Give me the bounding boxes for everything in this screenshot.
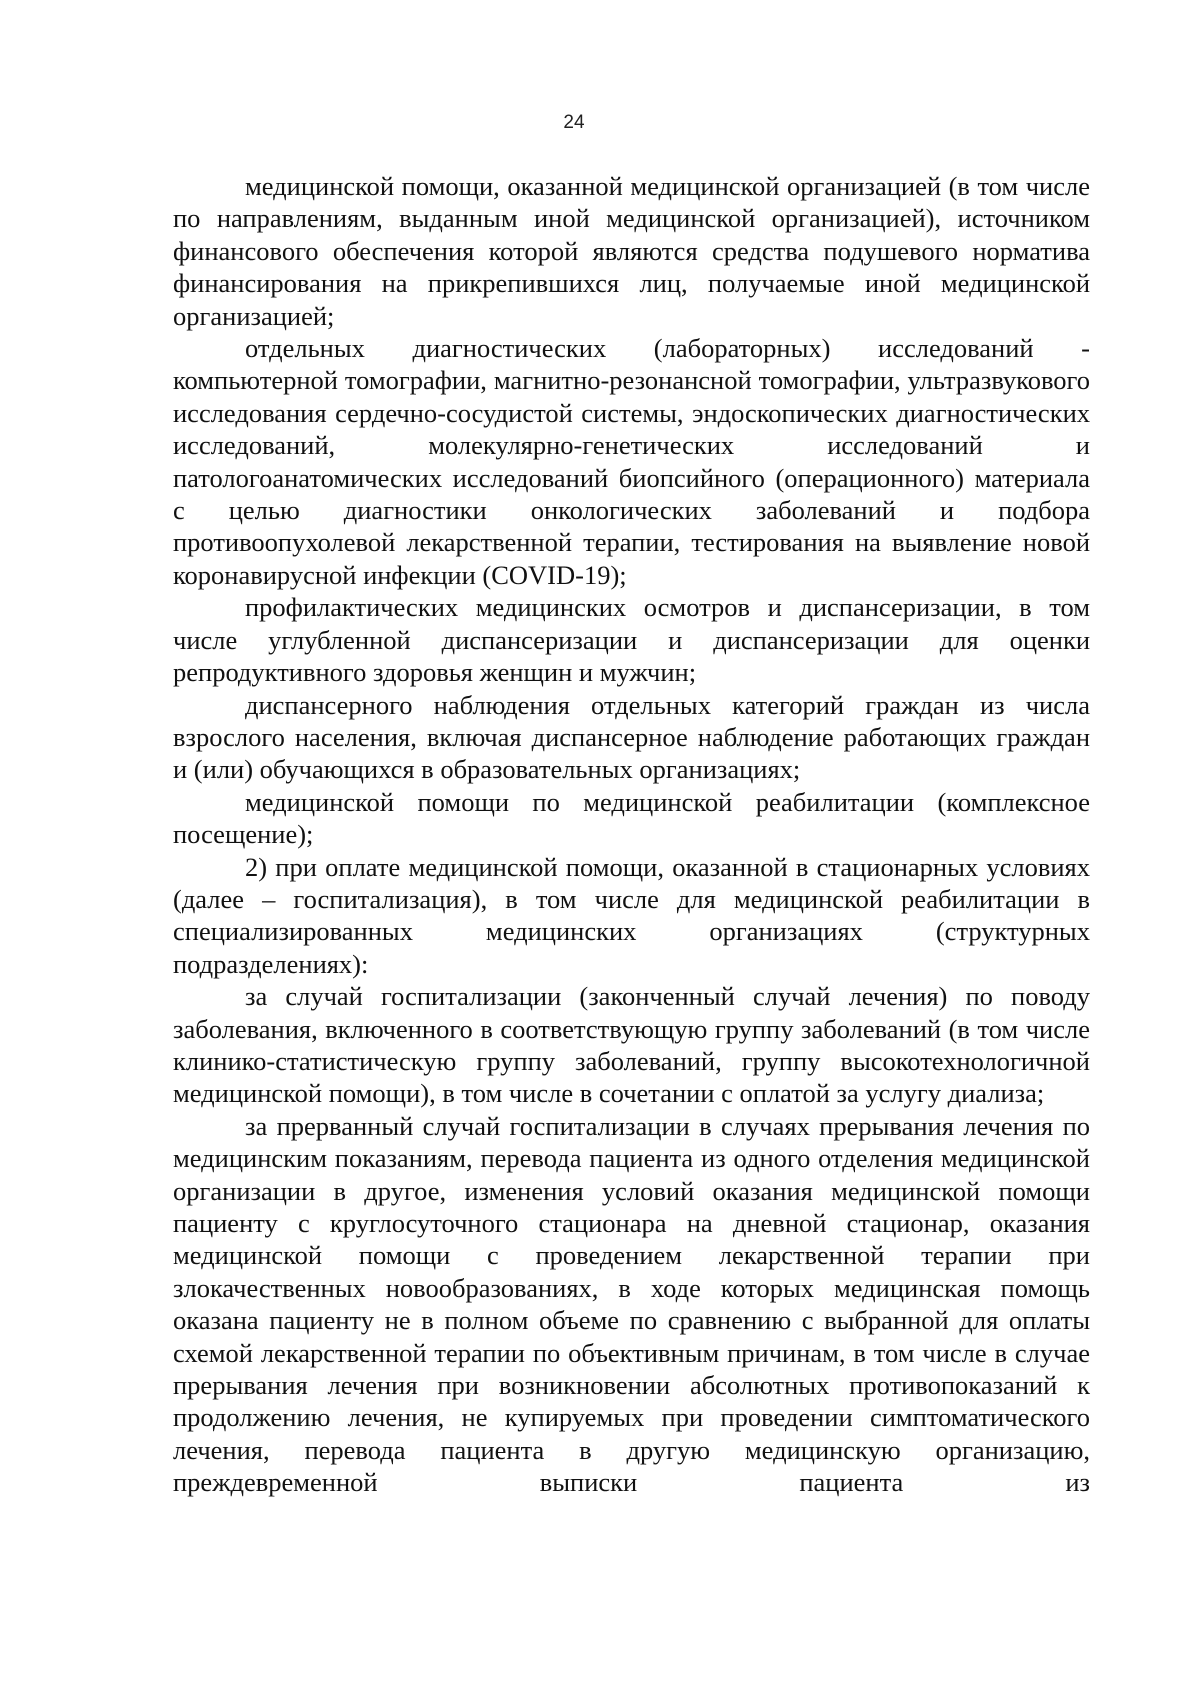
paragraph-preventive-exams: профилактических медицинских осмотров и диспансеризации, в том числе углубленной диспансеризации и диспансеризации для оценки репродуктивного здоровья женщин и мужчин; bbox=[173, 592, 1090, 688]
paragraph-dispensary-observation: диспансерного наблюдения отдельных категорий граждан из числа взрослого населения, включая диспансерное наблюдение работающих граждан и (или) обучающихся в образовательных организациях; bbox=[173, 689, 1090, 785]
paragraph-interrupted-case: за прерванный случай госпитализации в случаях прерывания лечения по медицинским показаниям, перевода пациента из одного отделения медицинской организации в другое, изменения условий оказания медицинской помощи пациенту с круглосуточного стационара на дневной стационар, оказания медицинской помощи с проведением лекарственной терапии при злокачественных новообразованиях, в ходе которых медицинская помощь оказана пациенту не в полном объеме по сравнению с выбранной для оплаты схемой лекарственной терапии по объективным причинам, в том числе в случае прерывания лечения при возникновении абсолютных противопоказаний к продолжению лечения, не купируемых при проведении симптоматического лечения, перевода пациента в другую медицинскую организацию, преждевременной выписки пациента из bbox=[173, 1110, 1090, 1498]
document-body bbox=[173, 170, 1090, 1499]
paragraph-inpatient-payment: 2) при оплате медицинской помощи, оказанной в стационарных условиях (далее – госпитализация), в том числе для медицинской реабилитации в специализированных медицинских организациях (структурных подразделениях): bbox=[173, 851, 1090, 979]
paragraph-rehabilitation: медицинской помощи по медицинской реабилитации (комплексное посещение); bbox=[173, 786, 1090, 850]
page-number: 24 bbox=[563, 112, 585, 133]
paragraph-diagnostic-studies: отдельных диагностических (лабораторных) исследований - компьютерной томографии, магнитно-резонансной томографии, ультразвукового исследования сердечно-сосудистой системы, эндоскопических диагностических исследований, молекулярно-генетических исследований и патологоанатомических исследований биопсийного (операционного) материала с целью диагностики онкологических заболеваний и подбора противоопухолевой лекарственной терапии, тестирования на выявление новой коронавирусной инфекции (COVID-19); bbox=[173, 333, 1090, 590]
paragraph-continuation: медицинской помощи, оказанной медицинской организацией (в том числе по направлениям, выданным иной медицинской организацией), источником финансового обеспечения которой являются средства подушевого норматива финансирования на прикрепившихся лиц, получаемые иной медицинской организацией; bbox=[173, 171, 1090, 331]
paragraph-hospitalization-case: за случай госпитализации (законченный случай лечения) по поводу заболевания, включенного в соответствующую группу заболеваний (в том числе клинико-статистическую группу заболеваний, группу высокотехнологичной медицинской помощи), в том числе в сочетании с оплатой за услугу диализа; bbox=[173, 981, 1090, 1109]
